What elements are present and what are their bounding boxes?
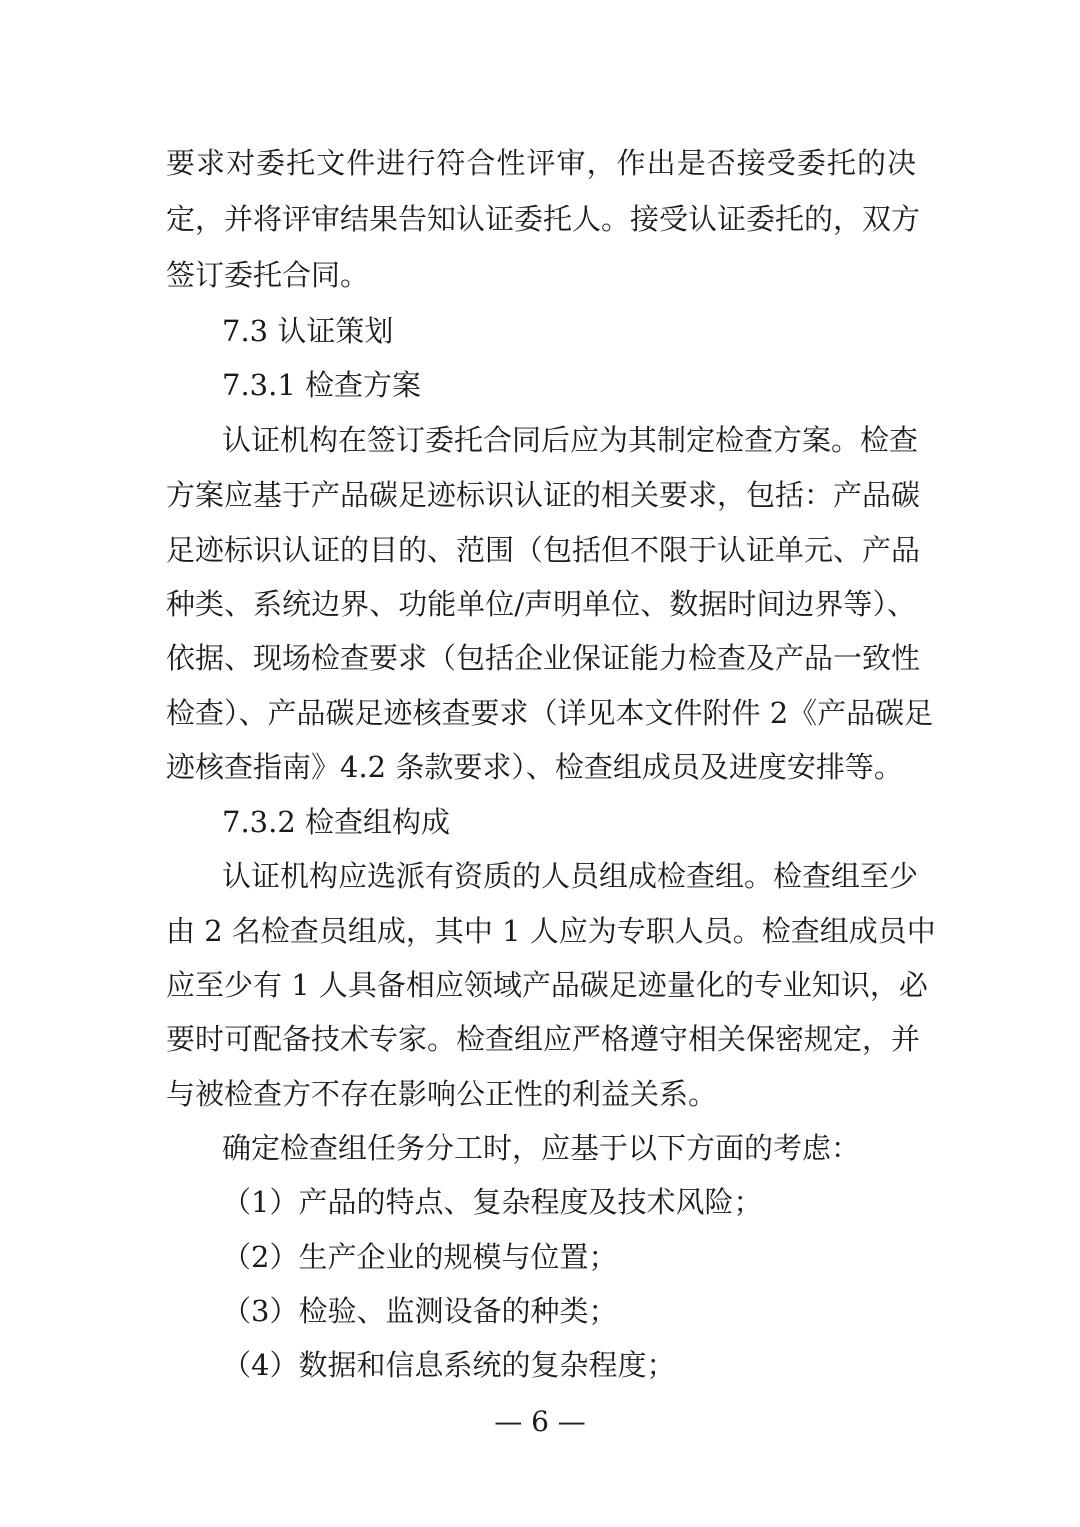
paragraph-line: 要求对委托文件进行符合性评审，作出是否接受委托的决 <box>166 146 916 180</box>
section-heading-7-3: 7.3 认证策划 <box>222 314 394 348</box>
paragraph-line: 签订委托合同。 <box>166 258 370 292</box>
paragraph-line: 确定检查组任务分工时，应基于以下方面的考虑： <box>222 1131 861 1165</box>
list-item: （4）数据和信息系统的复杂程度； <box>222 1348 676 1382</box>
page-number: — 6 — <box>494 1405 586 1438</box>
paragraph-line: 定，并将评审结果告知认证委托人。接受认证委托的，双方 <box>166 202 921 236</box>
list-item: （1）产品的特点、复杂程度及技术风险； <box>222 1185 763 1219</box>
paragraph-line: 检查）、产品碳足迹核查要求（详见本文件附件 2《产品碳足 <box>166 696 934 730</box>
paragraph-line: 依据、现场检查要求（包括企业保证能力检查及产品一致性 <box>166 641 921 675</box>
list-item: （3）检验、监测设备的种类； <box>222 1294 618 1328</box>
paragraph-line: 方案应基于产品碳足迹标识认证的相关要求，包括：产品碳 <box>166 478 921 512</box>
paragraph-line: 种类、系统边界、功能单位/声明单位、数据时间边界等）、 <box>166 587 916 621</box>
paragraph-line: 足迹标识认证的目的、范围（包括但不限于认证单元、产品 <box>166 533 921 567</box>
section-heading-7-3-1: 7.3.1 检查方案 <box>222 368 422 402</box>
list-item: （2）生产企业的规模与位置； <box>222 1240 618 1274</box>
paragraph-line: 迹核查指南》4.2 条款要求）、检查组成员及进度安排等。 <box>166 750 903 784</box>
section-heading-7-3-2: 7.3.2 检查组构成 <box>222 805 451 839</box>
paragraph-line: 要时可配备技术专家。检查组应严格遵守相关保密规定，并 <box>166 1022 921 1056</box>
paragraph-line: 认证机构在签订委托合同后应为其制定检查方案。检查 <box>222 423 919 457</box>
paragraph-line: 认证机构应选派有资质的人员组成检查组。检查组至少 <box>222 859 919 893</box>
paragraph-line: 与被检查方不存在影响公正性的利益关系。 <box>166 1077 718 1111</box>
paragraph-line: 由 2 名检查员组成，其中 1 人应为专职人员。检查组成员中 <box>166 914 936 948</box>
paragraph-line: 应至少有 1 人具备相应领域产品碳足迹量化的专业知识，必 <box>166 968 928 1002</box>
